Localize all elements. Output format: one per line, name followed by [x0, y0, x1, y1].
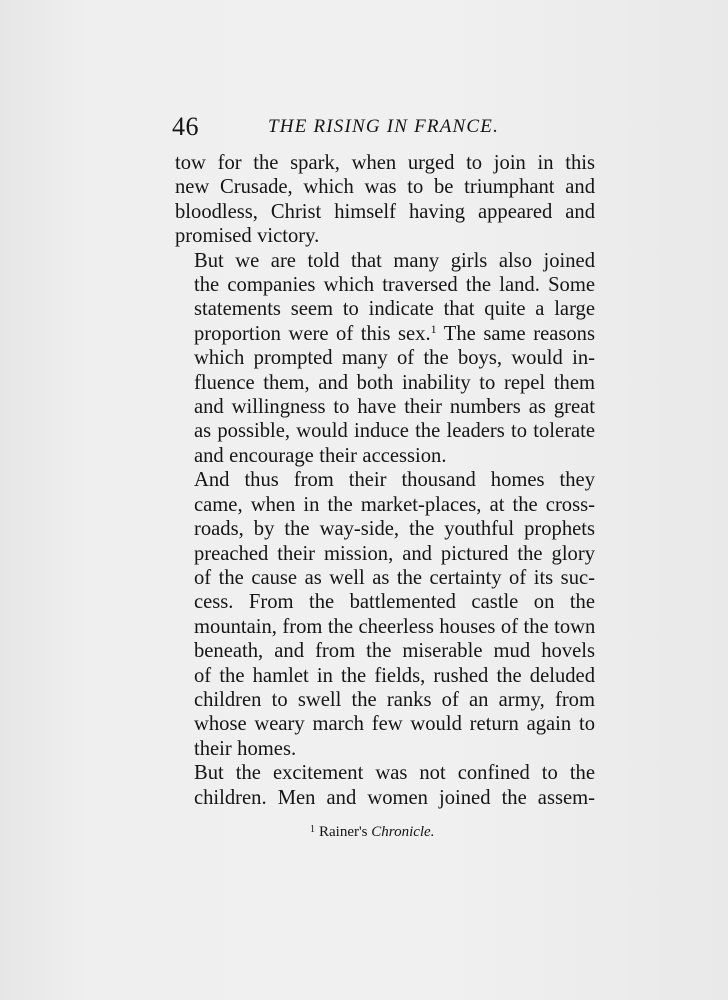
text-line: their homes.	[194, 737, 297, 760]
text-line: and encourage their accession.	[194, 444, 447, 467]
footnote-title: Chronicle.	[371, 824, 435, 840]
text-line-with-footnote	[175, 322, 595, 346]
paragraph-2	[175, 249, 595, 469]
text-line: bloodless, Christ himself having appeared and	[175, 200, 595, 223]
paragraph-3	[175, 468, 595, 761]
text-line: mountain, from the cheerless houses of the town	[194, 615, 596, 638]
footnote-author: Rainer's	[319, 824, 368, 840]
text-line: whose weary march few would return again to	[194, 713, 595, 736]
text-line: tow for the spark, when urged to join in this	[175, 152, 595, 174]
text-line: roads, by the way-side, the youthful prophets	[194, 518, 595, 541]
text-line: new Crusade, which was to be triumphant and	[175, 176, 595, 199]
text-line: and willingness to have their numbers as great	[194, 396, 595, 419]
footnote	[310, 820, 610, 842]
text-line: which prompted many of the boys, would in-	[194, 347, 595, 370]
text-line: cess. From the battlemented castle on the	[194, 591, 595, 614]
text-line: children to swell the ranks of an army, from	[194, 688, 595, 711]
footnote-reference: 1	[430, 321, 437, 336]
text-line: beneath, and from the miserable mud hovels	[194, 640, 595, 663]
text-line: But the excitement was not confined to the	[194, 762, 595, 785]
text-line: came, when in the market-places, at the cross-	[194, 493, 595, 516]
running-head: THE RISING IN FRANCE.	[268, 116, 500, 137]
paragraph-4	[175, 761, 595, 810]
text-line: But we are told that many girls also joined	[194, 249, 595, 272]
text-line: preached their mission, and pictured the glory	[194, 542, 595, 565]
text-fragment: The same reasons	[436, 322, 595, 345]
text-line: children. Men and women joined the assem-	[194, 786, 595, 809]
text-fragment: proportion were of this sex.	[194, 322, 431, 345]
text-line: as possible, would induce the leaders to tolerate	[194, 420, 595, 443]
text-line: promised victory.	[175, 225, 320, 248]
text-line: of the hamlet in the fields, rushed the deluded	[194, 664, 595, 687]
page-header	[172, 111, 590, 143]
text-line: And thus from their thousand homes they	[194, 469, 595, 492]
text-line: of the cause as well as the certainty of its suc-	[194, 566, 595, 589]
page-number: 46	[172, 112, 199, 141]
text-line: the companies which traversed the land. Some	[194, 274, 595, 297]
text-line: statements seem to indicate that quite a large	[194, 298, 595, 321]
footnote-mark: 1	[310, 824, 315, 835]
body-text	[175, 151, 595, 810]
text-line: fluence them, and both inability to repel them	[194, 371, 595, 394]
paragraph-1	[175, 151, 595, 249]
